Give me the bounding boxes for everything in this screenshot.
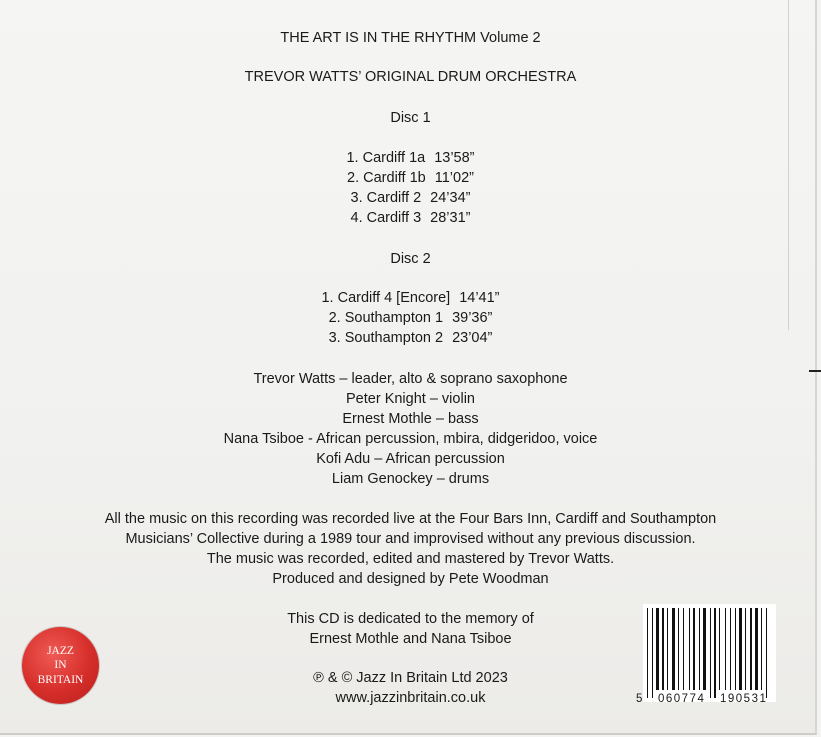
- track-duration: 13’58”: [434, 150, 475, 166]
- track-name: Cardiff 1a: [362, 150, 426, 166]
- barcode-bar: [693, 608, 695, 690]
- barcode-number: [636, 691, 786, 707]
- disc-2-tracklist: [0, 288, 821, 348]
- barcode-bar: [719, 608, 720, 690]
- track-number: 3.: [350, 190, 363, 206]
- barcode-bar: [689, 608, 690, 690]
- track-number: 2.: [328, 310, 341, 326]
- track-name: Southampton 1: [344, 310, 444, 326]
- copyright-notice: ℗ & © Jazz In Britain Ltd 2023: [313, 670, 508, 686]
- recording-notes: [0, 509, 821, 589]
- disc-2-heading: Disc 2: [390, 251, 431, 267]
- barcode-bar: [667, 608, 668, 690]
- artist-name: TREVOR WATTS’ ORIGINAL DRUM ORCHESTRA: [244, 69, 577, 85]
- musician-credit: Peter Knight – violin: [346, 391, 475, 407]
- musician-credit: Kofi Adu – African percussion: [316, 451, 505, 467]
- barcode-bar: [662, 608, 664, 690]
- logo-line-1: JAZZ: [47, 645, 74, 657]
- dedication-line: Ernest Mothle and Nana Tsiboe: [309, 631, 512, 647]
- track-number: 1.: [346, 150, 359, 166]
- track-duration: 23’04”: [452, 330, 493, 346]
- barcode-bar: [672, 608, 675, 690]
- track-number: 2.: [347, 170, 360, 186]
- track-number: 1.: [321, 290, 334, 306]
- track-duration: 14’41”: [459, 290, 500, 306]
- track-name: Cardiff 2: [366, 190, 422, 206]
- musician-credit: Liam Genockey – drums: [331, 471, 490, 487]
- track-row: [0, 328, 821, 348]
- edge-mark: [809, 370, 821, 372]
- barcode-bar: [699, 608, 700, 690]
- barcode-bar: [761, 608, 762, 690]
- track-number: 3.: [328, 330, 341, 346]
- track-name: Southampton 2: [344, 330, 444, 346]
- track-name: Cardiff 1b: [363, 170, 426, 186]
- track-row: [0, 288, 821, 308]
- track-duration: 11’02”: [434, 170, 474, 186]
- note-line: Musicians’ Collective during a 1989 tour and improvised without any previous discussion.: [125, 531, 696, 547]
- barcode-bar: [735, 608, 736, 690]
- barcode-bar: [710, 608, 711, 698]
- track-row: [0, 208, 821, 228]
- barcode: [643, 604, 776, 702]
- track-row: [0, 308, 821, 328]
- musician-credit: Ernest Mothle – bass: [342, 411, 479, 427]
- note-line: The music was recorded, edited and mastered by Trevor Watts.: [206, 551, 615, 567]
- barcode-group-1: 060774: [658, 693, 706, 705]
- barcode-bar: [678, 608, 679, 690]
- track-number: 4.: [350, 210, 363, 226]
- barcode-group-2: 190531: [720, 693, 768, 705]
- dedication-line: This CD is dedicated to the memory of: [287, 611, 534, 627]
- barcode-bar: [703, 608, 706, 690]
- barcode-bar: [725, 608, 726, 690]
- track-duration: 28’31”: [430, 210, 471, 226]
- note-line: Produced and designed by Pete Woodman: [272, 571, 549, 587]
- website-link[interactable]: www.jazzinbritain.co.uk: [335, 690, 486, 706]
- barcode-bar: [683, 608, 684, 690]
- track-duration: 39’36”: [452, 310, 493, 326]
- track-duration: 24’34”: [430, 190, 471, 206]
- barcode-bar: [739, 608, 742, 690]
- barcode-bar: [750, 608, 752, 690]
- logo-line-3: BRITAIN: [37, 674, 84, 686]
- barcode-bar: [755, 608, 758, 690]
- note-line: All the music on this recording was recorded live at the Four Bars Inn, Cardiff and Southampton: [104, 511, 717, 527]
- barcode-bar: [766, 608, 767, 698]
- barcode-bar: [647, 608, 648, 698]
- musician-credits: [0, 369, 821, 489]
- barcode-bar: [656, 608, 659, 690]
- track-row: [0, 168, 821, 188]
- track-row: [0, 148, 821, 168]
- album-title: THE ART IS IN THE RHYTHM Volume 2: [280, 30, 541, 46]
- jazz-in-britain-logo: [22, 627, 99, 704]
- barcode-bar: [745, 608, 746, 690]
- logo-line-2: IN: [54, 659, 67, 671]
- track-row: [0, 188, 821, 208]
- barcode-bar: [652, 608, 653, 698]
- barcode-bar: [714, 608, 716, 698]
- disc-1-tracklist: [0, 148, 821, 228]
- barcode-lead-digit: 5: [636, 693, 644, 705]
- track-name: Cardiff 3: [366, 210, 422, 226]
- musician-credit: Trevor Watts – leader, alto & soprano saxophone: [253, 371, 568, 387]
- musician-credit: Nana Tsiboe - African percussion, mbira, didgeridoo, voice: [223, 431, 598, 447]
- track-name: Cardiff 4 [Encore]: [337, 290, 451, 306]
- barcode-bars: [643, 604, 776, 702]
- disc-1-heading: Disc 1: [390, 110, 431, 126]
- barcode-bar: [730, 608, 731, 690]
